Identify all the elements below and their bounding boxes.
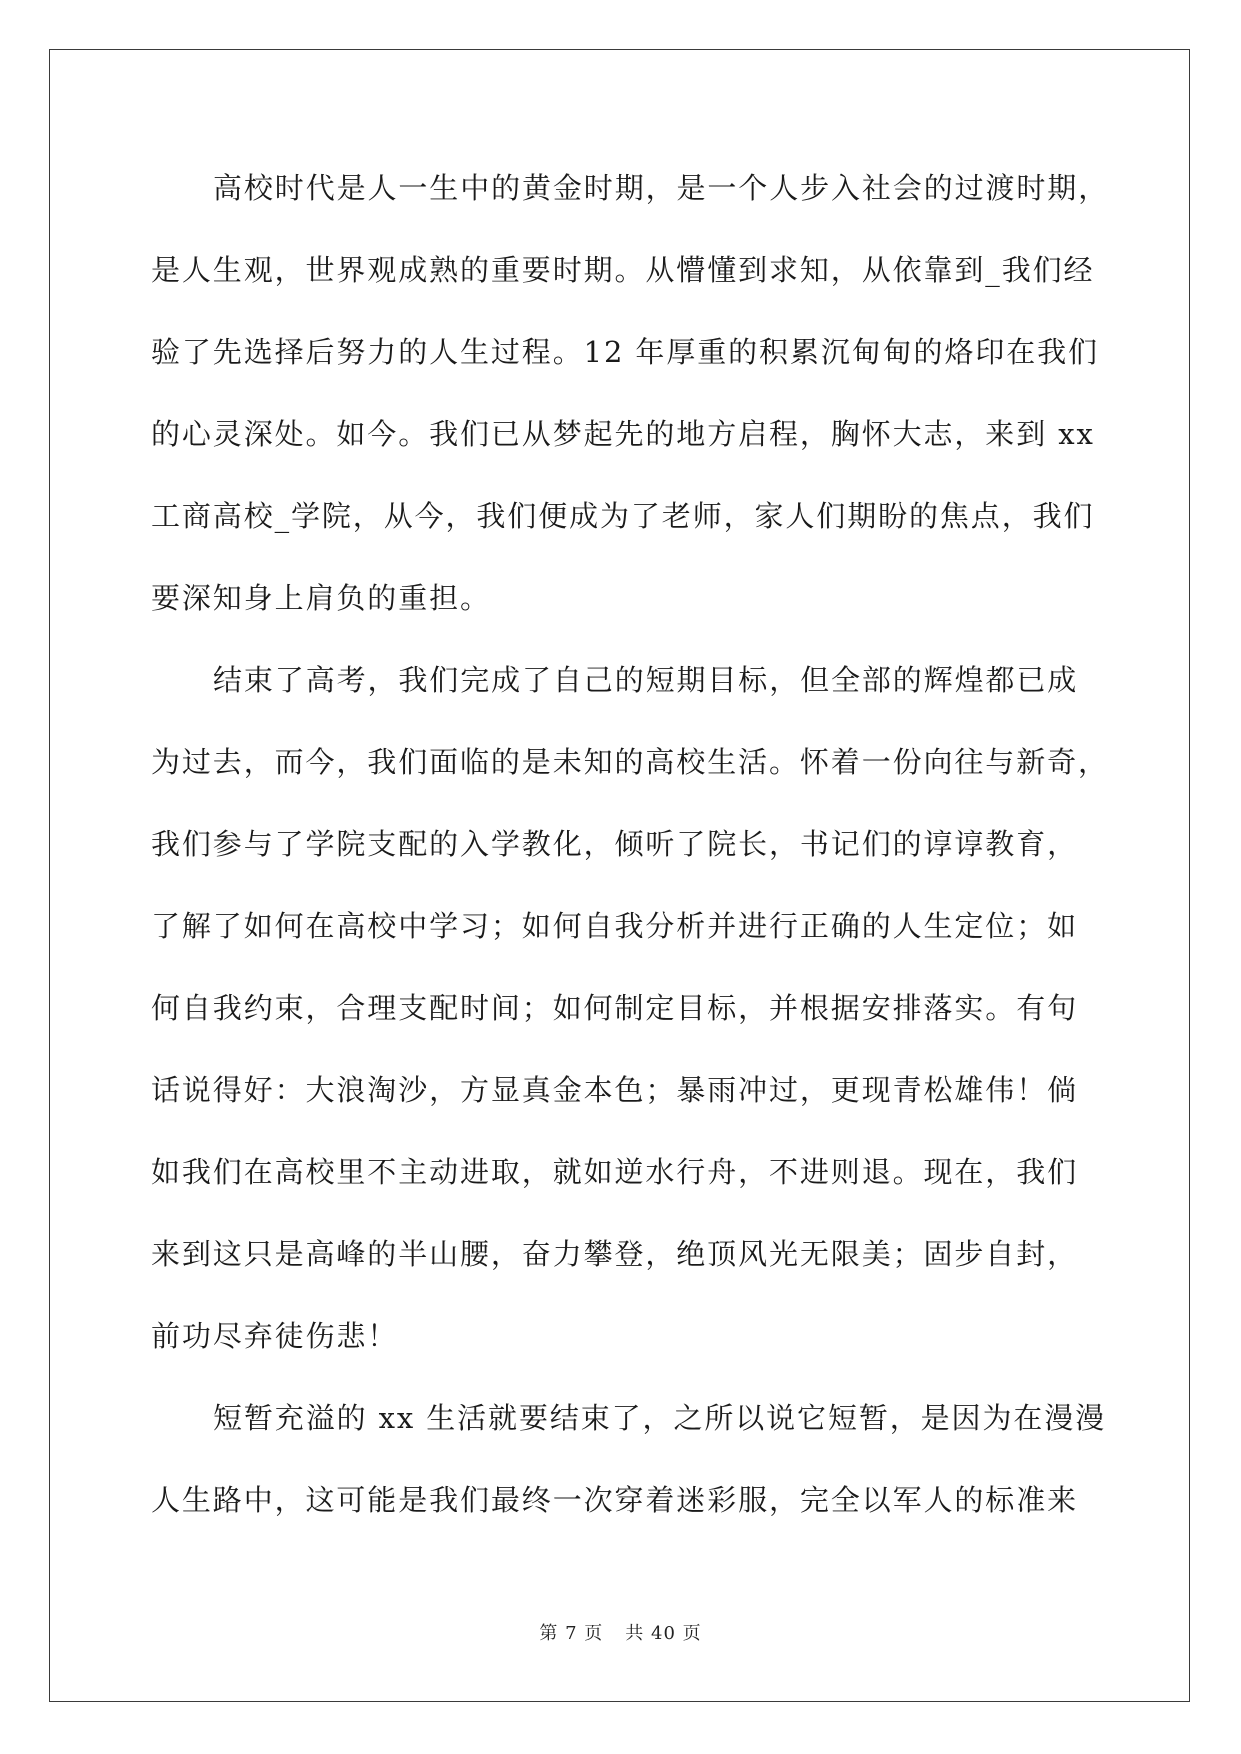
text-line: 高校时代是人一生中的黄金时期，是一个人步入社会的过渡时期， xyxy=(213,171,1110,205)
text-line: 工商高校_学院，从今，我们便成为了老师，家人们期盼的焦点，我们 xyxy=(151,499,1095,533)
page-footer xyxy=(0,1622,1241,1646)
text-line: 的心灵深处。如今。我们已从梦起先的地方启程，胸怀大志，来到 xx xyxy=(151,417,1095,451)
page-total: 共 40 页 xyxy=(625,1623,702,1644)
text-line: 短暂充溢的 xx 生活就要结束了，之所以说它短暂，是因为在漫漫 xyxy=(213,1401,1107,1435)
text-line: 人生路中，这可能是我们最终一次穿着迷彩服，完全以军人的标准来 xyxy=(151,1483,1079,1517)
text-line: 结束了高考，我们完成了自己的短期目标，但全部的辉煌都已成 xyxy=(213,663,1079,697)
text-line: 前功尽弃徒伤悲！ xyxy=(151,1319,399,1353)
text-line: 话说得好：大浪淘沙，方显真金本色；暴雨冲过，更现青松雄伟！倘 xyxy=(151,1073,1079,1107)
text-line: 要深知身上肩负的重担。 xyxy=(151,581,491,615)
document-body xyxy=(151,158,1110,1552)
text-line: 如我们在高校里不主动进取，就如逆水行舟，不进则退。现在，我们 xyxy=(151,1155,1079,1189)
text-line: 我们参与了学院支配的入学教化，倾听了院长，书记们的谆谆教育， xyxy=(151,827,1079,861)
text-line: 来到这只是高峰的半山腰，奋力攀登，绝顶风光无限美；固步自封， xyxy=(151,1237,1079,1271)
text-line: 何自我约束，合理支配时间；如何制定目标，并根据安排落实。有句 xyxy=(151,991,1079,1025)
text-line: 验了先选择后努力的人生过程。12 年厚重的积累沉甸甸的烙印在我们 xyxy=(151,335,1099,369)
text-line: 为过去，而今，我们面临的是未知的高校生活。怀着一份向往与新奇， xyxy=(151,745,1109,779)
text-line: 了解了如何在高校中学习；如何自我分析并进行正确的人生定位；如 xyxy=(151,909,1079,943)
page-number: 第 7 页 xyxy=(539,1623,604,1644)
text-line: 是人生观，世界观成熟的重要时期。从懵懂到求知，从依靠到_我们经 xyxy=(151,253,1095,287)
